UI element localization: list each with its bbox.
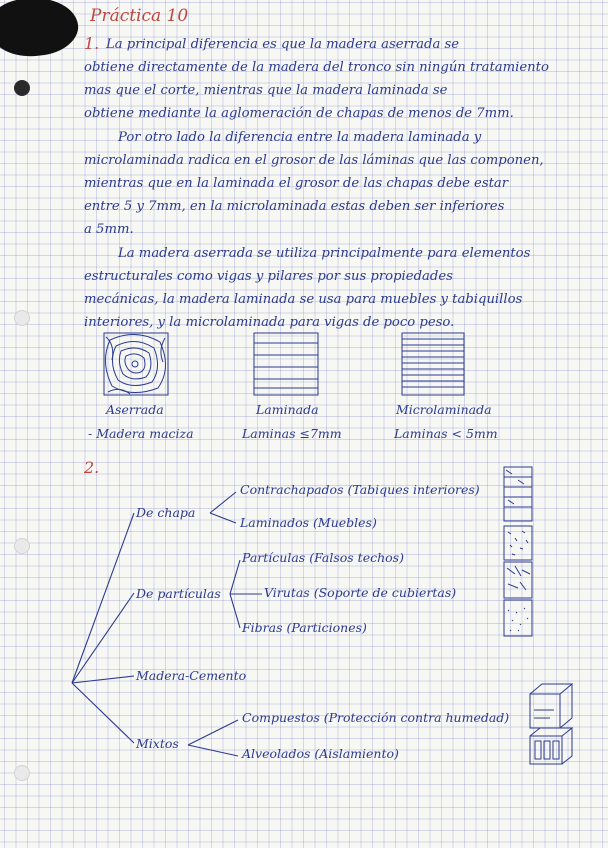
diagram-group-label: De partículas	[136, 586, 221, 601]
wood-type-name: Laminada	[256, 402, 319, 417]
microlaminated-wood-sketch	[402, 333, 464, 395]
wood-type-note: Laminas < 5mm	[394, 426, 498, 441]
paragraph-1-line-2: obtiene directamente de la madera del tronco sin ningún tratamiento	[84, 60, 549, 75]
paragraph-3-line-3: mecánicas, la madera laminada se usa para muebles y tabiquillos	[84, 292, 523, 307]
paragraph-3-line-1: La madera aserrada se utiliza principalmente para elementos	[118, 246, 531, 261]
composite-panel-sketch	[530, 684, 572, 728]
paragraph-2-line-5: a 5mm.	[84, 222, 134, 237]
diagram-child-label: Contrachapados (Tabiques interiores)	[240, 482, 480, 497]
diagram-group-label: De chapa	[136, 505, 196, 520]
paragraph-2-line-3: mientras que en la laminada el grosor de las chapas debe estar	[84, 176, 509, 191]
section-2-number: 2.	[84, 458, 100, 477]
diagram-child-label: Virutas (Soporte de cubiertas)	[264, 585, 457, 600]
paragraph-3-line-2: estructurales como vigas y pilares por sus propiedades	[84, 269, 453, 284]
wood-type-note: Laminas ≤7mm	[242, 426, 342, 441]
wood-type-name: Aserrada	[106, 402, 164, 417]
wood-type-name: Microlaminada	[396, 402, 492, 417]
paragraph-2-line-1: Por otro lado la diferencia entre la madera laminada y	[118, 130, 482, 145]
diagram-child-label: Alveolados (Aislamiento)	[242, 746, 399, 761]
sawn-wood-sketch	[104, 333, 168, 395]
section-1-number: 1.	[84, 34, 100, 53]
paragraph-1-line-4: obtiene mediante la aglomeración de chapas de menos de 7mm.	[84, 106, 514, 121]
wood-type-note: - Madera maciza	[88, 426, 194, 441]
page-title: Práctica 10	[90, 6, 189, 26]
paragraph-3-line-4: interiores, y la microlaminada para vigas de poco peso.	[84, 315, 455, 330]
diagram-group-label: Mixtos	[136, 736, 179, 751]
paragraph-1-line-1: La principal diferencia es que la madera aserrada se	[106, 37, 460, 52]
diagram-child-label: Fibras (Particiones)	[242, 620, 367, 635]
diagram-child-label: Laminados (Muebles)	[240, 515, 377, 530]
paragraph-1-line-3: mas que el corte, mientras que la madera laminada se	[84, 83, 448, 98]
diagram-group-label: Madera-Cemento	[136, 668, 247, 683]
plywood-panel-sketch	[504, 467, 532, 521]
paragraph-2-line-4: entre 5 y 7mm, en la microlaminada estas deben ser inferiores	[84, 199, 505, 214]
honeycomb-panel-sketch	[530, 728, 572, 764]
diagram-child-label: Compuestos (Protección contra humedad)	[242, 710, 510, 725]
paragraph-2-line-2: microlaminada radica en el grosor de las láminas que las componen,	[84, 153, 544, 168]
diagram-child-label: Partículas (Falsos techos)	[242, 550, 404, 565]
laminated-wood-sketch	[254, 333, 318, 395]
classification-tree-lines	[72, 492, 262, 756]
particle-board-sketch	[504, 526, 532, 636]
